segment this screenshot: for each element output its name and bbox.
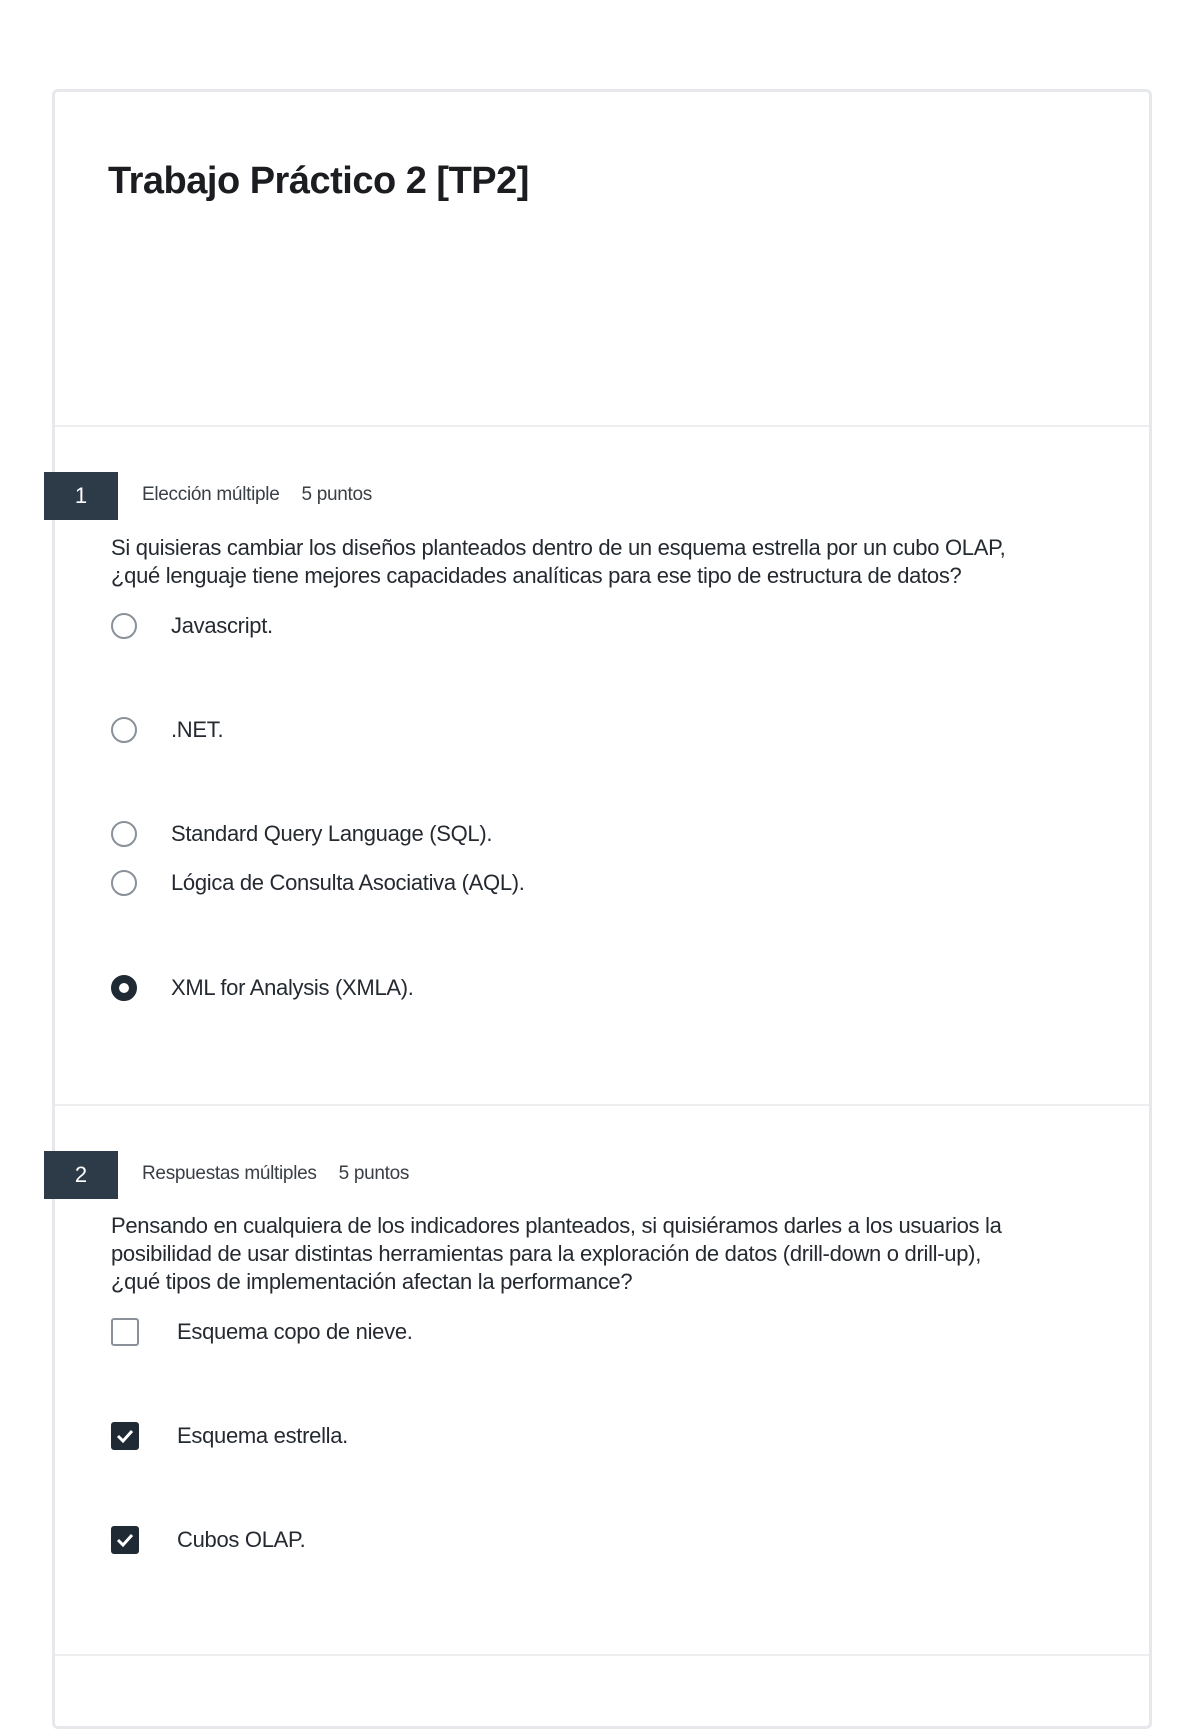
question-meta xyxy=(142,484,372,506)
section-divider xyxy=(55,425,1149,427)
checkmark-icon xyxy=(116,1533,134,1547)
radio-unchecked-icon[interactable] xyxy=(111,821,137,847)
option-label: Javascript. xyxy=(171,613,273,638)
checkmark-icon xyxy=(116,1429,134,1443)
option-label: Esquema estrella. xyxy=(177,1423,348,1448)
question-type: Respuestas múltiples xyxy=(142,1163,317,1184)
question-number-badge: 2 xyxy=(44,1151,118,1199)
option-label: .NET. xyxy=(171,717,224,742)
checkbox-checked-icon[interactable] xyxy=(111,1422,139,1450)
section-divider xyxy=(55,1104,1149,1106)
option-cubos-olap[interactable] xyxy=(111,1523,305,1557)
radio-checked-icon[interactable] xyxy=(111,975,137,1001)
question-text-line: posibilidad de usar distintas herramientas para la exploración de datos (drill-down o drill-up), xyxy=(111,1241,981,1266)
page-title: Trabajo Práctico 2 [TP2] xyxy=(108,160,529,202)
question-type: Elección múltiple xyxy=(142,484,280,505)
question-text-line: ¿qué lenguaje tiene mejores capacidades analíticas para ese tipo de estructura de datos? xyxy=(111,563,962,588)
radio-unchecked-icon[interactable] xyxy=(111,870,137,896)
question-text-line: Pensando en cualquiera de los indicadores planteados, si quisiéramos darles a los usuarios la xyxy=(111,1213,1002,1238)
option-xmla[interactable] xyxy=(111,971,414,1005)
option-label: Esquema copo de nieve. xyxy=(177,1319,413,1344)
radio-unchecked-icon[interactable] xyxy=(111,613,137,639)
option-label: XML for Analysis (XMLA). xyxy=(171,975,414,1000)
option-copo-de-nieve[interactable] xyxy=(111,1315,413,1349)
question-text-line: ¿qué tipos de implementación afectan la performance? xyxy=(111,1269,633,1294)
question-points: 5 puntos xyxy=(301,484,372,505)
option-javascript[interactable] xyxy=(111,609,273,643)
question-text-line: Si quisieras cambiar los diseños planteados dentro de un esquema estrella por un cubo OLAP, xyxy=(111,535,1006,560)
option-sql[interactable] xyxy=(111,817,492,851)
question-text xyxy=(111,534,1131,590)
question-points: 5 puntos xyxy=(338,1163,410,1184)
question-meta xyxy=(142,1163,409,1185)
option-esquema-estrella[interactable] xyxy=(111,1419,348,1453)
question-text xyxy=(111,1212,1131,1296)
form-card xyxy=(52,89,1152,1729)
checkbox-unchecked-icon[interactable] xyxy=(111,1318,139,1346)
option-dotnet[interactable] xyxy=(111,713,223,747)
option-aql[interactable] xyxy=(111,866,525,900)
radio-unchecked-icon[interactable] xyxy=(111,717,137,743)
option-label: Standard Query Language (SQL). xyxy=(171,821,493,846)
section-divider xyxy=(55,1654,1149,1656)
question-number-badge: 1 xyxy=(44,472,118,520)
checkbox-checked-icon[interactable] xyxy=(111,1526,139,1554)
option-label: Cubos OLAP. xyxy=(177,1527,306,1552)
option-label: Lógica de Consulta Asociativa (AQL). xyxy=(171,870,525,895)
